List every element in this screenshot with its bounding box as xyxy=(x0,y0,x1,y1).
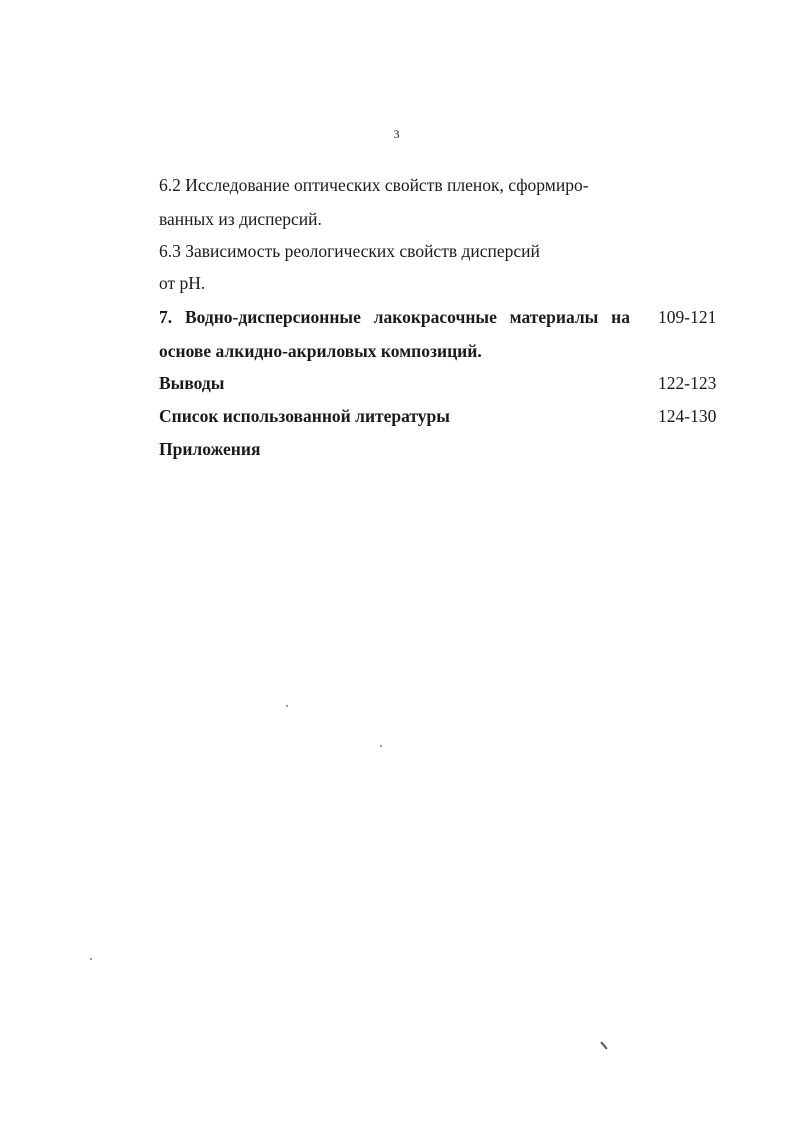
scan-artifact xyxy=(286,705,288,707)
toc-entry-references: Список использованной литературы xyxy=(159,406,450,426)
toc-entry-6-2-line1: 6.2 Исследование оптических свойств пленок, сформиро- xyxy=(159,175,589,195)
page-number: 3 xyxy=(393,127,400,141)
toc-entry-6-3-line1: 6.3 Зависимость реологических свойств дисперсий xyxy=(159,241,540,261)
toc-entry-references-pages: 124-130 xyxy=(658,406,717,426)
toc-entry-conclusions: Выводы xyxy=(159,373,225,393)
toc-entry-6-3-line2: от рН. xyxy=(159,273,206,293)
scan-artifact xyxy=(380,745,382,747)
toc-entry-7-line1: 7. Водно-дисперсионные лакокрасочные материалы на xyxy=(159,307,630,327)
toc-entry-conclusions-pages: 122-123 xyxy=(658,373,717,393)
toc-entry-7-pages: 109-121 xyxy=(658,307,717,327)
scan-artifact xyxy=(600,1041,607,1049)
toc-entry-appendices: Приложения xyxy=(159,439,261,459)
scan-artifact xyxy=(90,958,92,960)
toc-entry-7-line2: основе алкидно-акриловых композиций. xyxy=(159,341,482,361)
toc-entry-6-2-line2: ванных из дисперсий. xyxy=(159,209,322,229)
